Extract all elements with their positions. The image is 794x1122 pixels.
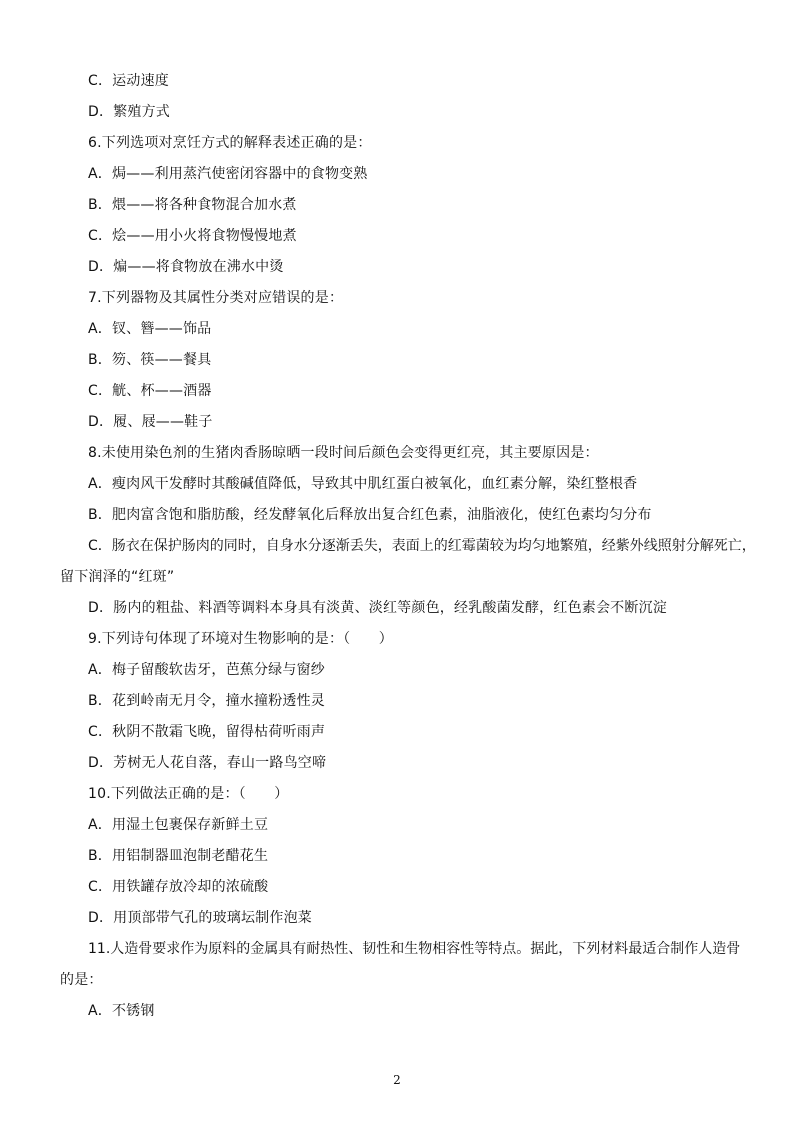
option-c-q5: C．运动速度 xyxy=(88,73,169,89)
option-b-q10: B．用铝制器皿泡制老醋花生 xyxy=(88,848,269,864)
option-a-q6: A．焗——利用蒸汽使密闭容器中的食物变熟 xyxy=(88,166,368,182)
question-11: 11.人造骨要求作为原料的金属具有耐热性、韧性和生物相容性等特点。据此，下列材料最适合制作人造骨 xyxy=(88,941,741,957)
question-10: 10.下列做法正确的是：（ ） xyxy=(88,786,289,802)
option-d-q8: D．肠内的粗盐、料酒等调料本身具有淡黄、淡红等颜色，经乳酸菌发酵，红色素会不断沉淀 xyxy=(88,600,667,616)
option-b-q6: B．煨——将各种食物混合加水煮 xyxy=(88,197,297,213)
option-c-q6: C．烩——用小火将食物慢慢地煮 xyxy=(88,228,297,244)
option-c-q8-continued: 留下润泽的“红斑” xyxy=(60,569,175,585)
option-a-q10: A．用湿土包裹保存新鲜土豆 xyxy=(88,817,269,833)
option-a-q11: A．不锈钢 xyxy=(88,1003,155,1019)
option-d-q6: D．煸——将食物放在沸水中烫 xyxy=(88,259,284,275)
option-b-q8: B．肥肉富含饱和脂肪酸，经发酵氧化后释放出复合红色素，油脂液化，使红色素均匀分布 xyxy=(88,507,652,523)
option-b-q7: B．笏、筷——餐具 xyxy=(88,352,212,368)
option-d-q9: D．芳树无人花自落，春山一路鸟空啼 xyxy=(88,755,327,771)
page-number: 2 xyxy=(393,1073,401,1087)
question-8: 8.未使用染色剂的生猪肉香肠晾晒一段时间后颜色会变得更红亮，其主要原因是： xyxy=(88,445,599,461)
option-a-q7: A．钗、簪——饰品 xyxy=(88,321,212,337)
option-a-q8: A．瘦肉风干发酵时其酸碱值降低，导致其中肌红蛋白被氧化，血红素分解，染红整根香 xyxy=(88,476,638,492)
option-b-q9: B．花到岭南无月令，撞水撞粉透性灵 xyxy=(88,693,326,709)
question-11-continued: 的是： xyxy=(60,972,103,988)
option-c-q7: C．觥、杯——酒器 xyxy=(88,383,212,399)
question-9: 9.下列诗句体现了环境对生物影响的是：（ ） xyxy=(88,631,393,647)
option-a-q9: A．梅子留酸软齿牙，芭蕉分绿与窗纱 xyxy=(88,662,325,678)
option-d-q7: D．履、屐——鞋子 xyxy=(88,414,213,430)
option-d-q10: D．用顶部带气孔的玻璃坛制作泡菜 xyxy=(88,910,312,926)
option-d-q5: D．繁殖方式 xyxy=(88,104,170,120)
option-c-q8: C．肠衣在保护肠肉的同时，自身水分逐渐丢失，表面上的红霉菌较为均匀地繁殖，经紫外线照射分解死亡， xyxy=(88,538,756,554)
option-c-q10: C．用铁罐存放冷却的浓硫酸 xyxy=(88,879,269,895)
question-7: 7.下列器物及其属性分类对应错误的是： xyxy=(88,290,344,306)
option-c-q9: C．秋阴不散霜飞晚，留得枯荷听雨声 xyxy=(88,724,326,740)
question-6: 6.下列选项对烹饪方式的解释表述正确的是： xyxy=(88,135,372,151)
